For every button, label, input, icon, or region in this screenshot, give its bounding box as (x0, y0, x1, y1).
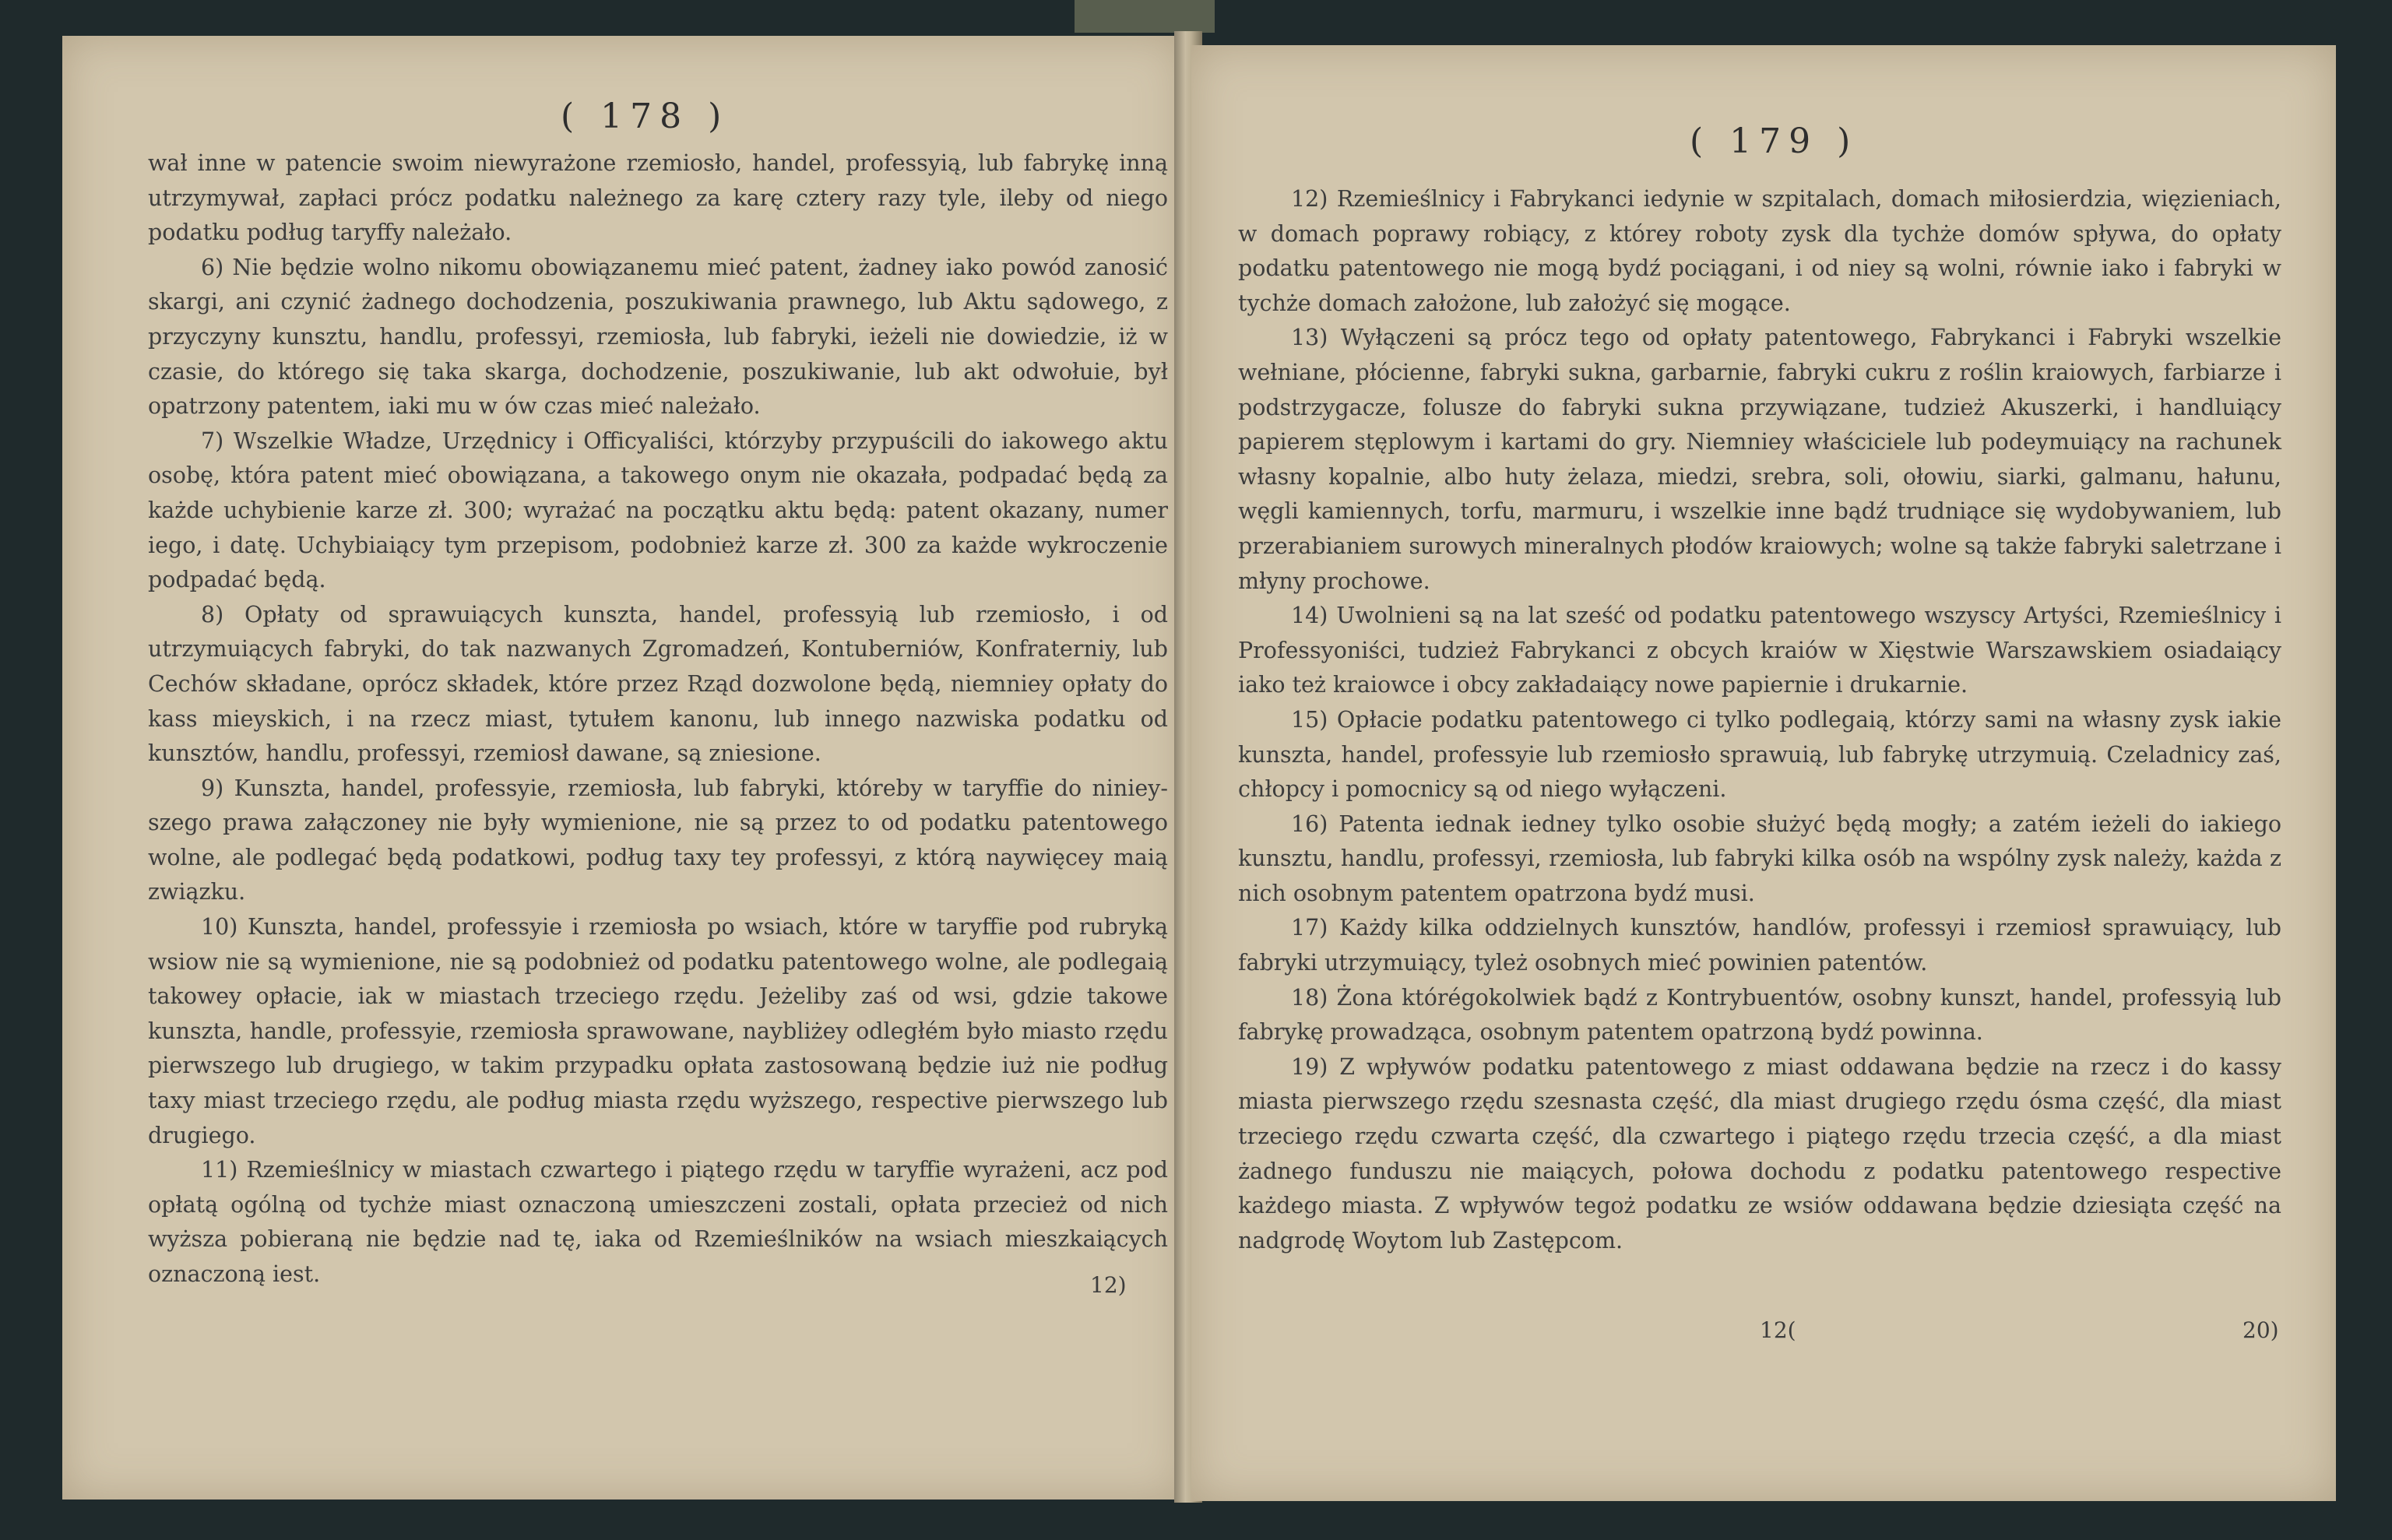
catchword: 12( (1760, 1317, 1796, 1343)
catchword: 12) (1090, 1272, 1127, 1298)
paragraph-continuation: wał inne w patencie swoim niewyrażone rzemiosło, handel, professyią, lub fabrykę inną utrzymywał, zapłaci prócz podatku należnego za karę cztery razy tyle, ileby od niego podatku podług taryffy należało. (148, 150, 1168, 246)
page-number: ( 178 ) (561, 97, 730, 136)
paragraph-18: 18) Żona którégokolwiek bądź z Kontrybuentów, osobny kunszt, handel, professyią lub fabrykę prowadząca, osobnym patentem opatrzoną bydź powinna. (1238, 984, 2281, 1046)
paragraph-17: 17) Każdy kilka oddzielnych kunsztów, handlów, professyi i rzemiosł sprawuiący, lub fabryki utrzymuiący, tyleż osobnych mieć powinien patentów. (1238, 915, 2281, 976)
paragraph-19: 19) Z wpływów podatku patentowego z miast oddawana będzie na rzecz i do kassy miasta pierwszego rzędu szesnasta część, dla miast drugiego rzędu ósma część, dla miast trzeciego rzędu czwarta część, dla czwartego i piątego rzędu trzecia część, a dla miast żadnego funduszu nie maiących, połowa dochodu z podatku patentowego respective każdego miasta. Z wpływów tegoż podatku ze wsiów oddawana będzie dziesiąta część na nadgrodę Woytom lub Zastępcom. (1238, 1053, 2281, 1253)
paragraph-9: 9) Kunszta, handel, professyie, rzemiosła, lub fabryki, któreby w taryffie do niniey-szego prawa załączoney nie były wymienione, nie są przez to od podatku patentowego wolne, ale podlegać będą podatkowi, podług taxy tey professyi, z którą naywięcey maią związku. (148, 775, 1168, 905)
page-number: ( 179 ) (1690, 121, 1859, 161)
paragraph-13: 13) Wyłączeni są prócz tego od opłaty patentowego, Fabrykanci i Fabryki wszelkie wełniane, płócienne, fabryki sukna, garbarnie, fabryki cukru z roślin kraiowych, farbiarze i podstrzygacze, folusze do fabryki sukna przywiązane, tudzież Akuszerki, i handluiący papierem stęplowym i kartami do gry. Niemniey właściciele lub podeymuiący na rachunek własny kopalnie, albo huty żelaza, miedzi, srebra, soli, ołowiu, siarki, galmanu, hałunu, węgli kamiennych, torfu, marmuru, i wszelkie inne bądź trudniące się wydobywaniem, lub przerabianiem surowych mineralnych płodów kraiowych; wolne są także fabryki saletrzane i młyny prochowe. (1238, 325, 2281, 594)
catchword: 20) (2242, 1317, 2279, 1343)
paragraph-10: 10) Kunszta, handel, professyie i rzemiosła po wsiach, które w taryffie pod rubryką wsiow nie są wymienione, nie są podobnież od podatku patentowego wolne, ale podlegaią takowey opłacie, iak w miastach trzeciego rzędu. Jeżeliby zaś od wsi, gdzie takowe kunszta, handle, professyie, rzemiosła sprawowane, naybliżey odległém było miasto rzędu pierwszego lub drugiego, w takim przypadku opłata zastosowaną będzie iuż nie podług taxy miast trzeciego rzędu, ale podług miasta rzędu wyższego, respective pierwszego lub drugiego. (148, 914, 1168, 1148)
paragraph-12: 12) Rzemieślnicy i Fabrykanci iedynie w szpitalach, domach miłosierdzia, więzieniach, w domach poprawy robiący, z którey roboty zysk dla tychże domów spływa, do opłaty podatku patentowego nie mogą bydź pociągani, i od niey są wolni, równie iako i fabryki w tychże domach założone, lub założyć się mogące. (1238, 186, 2281, 316)
book-spine-top (1075, 0, 1215, 33)
paragraph-14: 14) Uwolnieni są na lat sześć od podatku patentowego wszyscy Artyści, Rzemieślnicy i Professyoniści, tudzież Fabrykanci z obcych kraiów w Xięstwie Warszawskiem osiadaiący iako też kraiowce i obcy zakładaiący nowe papiernie i drukarnie. (1238, 603, 2281, 698)
paragraph-16: 16) Patenta iednak iedney tylko osobie służyć będą mogły; a zatém ieżeli do iakiego kunsztu, handlu, professyi, rzemiosła, lub fabryki kilka osób na wspólny zysk należy, każda z nich osobnym patentem opatrzona bydź musi. (1238, 810, 2281, 906)
text-block (1238, 182, 2281, 1258)
text-block (148, 146, 1168, 1292)
paragraph-7: 7) Wszelkie Władze, Urzędnicy i Officyaliści, którzyby przypuścili do iakowego aktu osobę, która patent mieć obowiązana, a takowego onym nie okazała, podpadać będą za każde uchybienie karze zł. 300; wyrażać na początku aktu będą: patent okazany, numer iego, i datę. Uchybiaiący tym przepisom, podobnież karze zł. 300 za każde wykroczenie podpadać będą. (148, 427, 1168, 593)
paragraph-6: 6) Nie będzie wolno nikomu obowiązanemu mieć patent, żadney iako powód zanosić skargi, ani czynić żadnego dochodzenia, poszukiwania prawnego, lub Aktu sądowego, z przyczyny kunsztu, handlu, professyi, rzemiosła, lub fabryki, ieżeli nie dowiedzie, iż w czasie, do którego się taka skarga, dochodzenie, poszukiwanie, lub akt odwołuie, był opatrzony patentem, iaki mu w ów czas mieć należało. (148, 254, 1168, 420)
right-page (1191, 45, 2336, 1501)
left-page (62, 36, 1184, 1500)
paragraph-15: 15) Opłacie podatku patentowego ci tylko podlegaią, którzy sami na własny zysk iakie kunszta, handel, professyie lub rzemiosło sprawuią, lub fabrykę utrzymuią. Czeladnicy zaś, chłopcy i pomocnicy są od niego wyłączeni. (1238, 706, 2281, 803)
paragraph-11: 11) Rzemieślnicy w miastach czwartego i piątego rzędu w taryffie wyrażeni, acz pod opłatą ogólną od tychże miast oznaczoną umieszczeni zostali, opłata przecież od nich wyższa pobieraną nie będzie nad tę, iaka od Rzemieślników na wsiach mieszkaiących oznaczoną iest. (148, 1157, 1168, 1287)
paragraph-8: 8) Opłaty od sprawuiących kunszta, handel, professyią lub rzemiosło, i od utrzymuiących fabryki, do tak nazwanych Zgromadzeń, Kontuberniów, Konfraterniy, lub Cechów składane, oprócz składek, które przez Rząd dozwolone będą, niemniey opłaty do kass mieyskich, i na rzecz miast, tytułem kanonu, lub innego nazwiska podatku od kunsztów, handlu, professyi, rzemiosł dawane, są zniesione. (148, 601, 1168, 767)
